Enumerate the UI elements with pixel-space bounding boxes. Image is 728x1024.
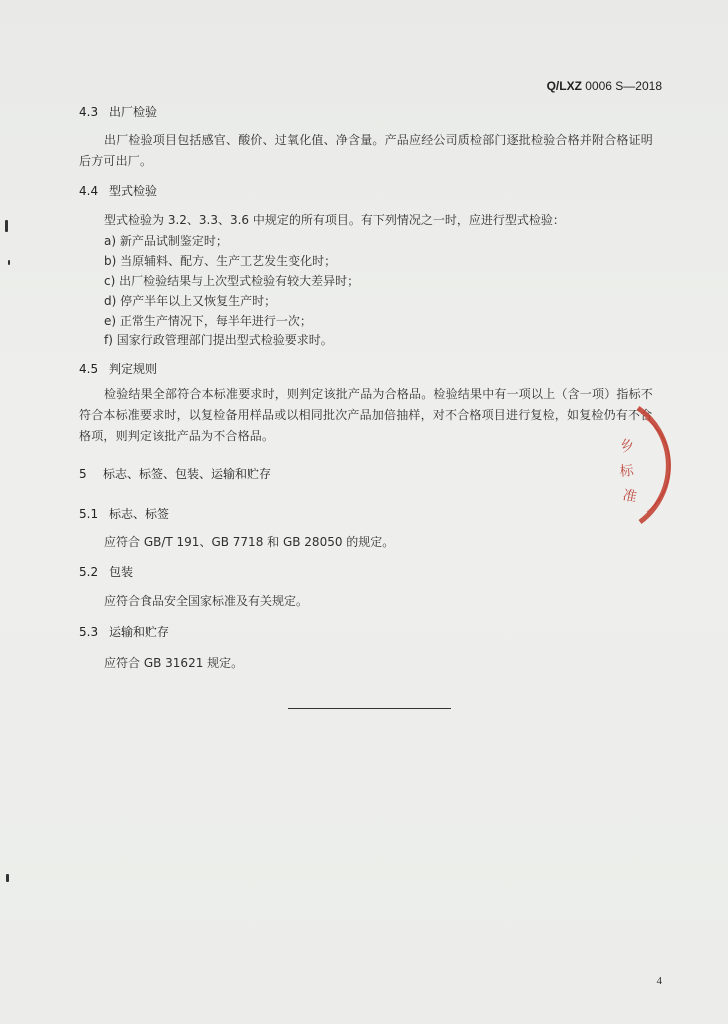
section-body-5-1: 应符合 GB/T 191、GB 7718 和 GB 28050 的规定。 [104, 535, 395, 549]
section-title: 出厂检验 [109, 105, 158, 119]
section-heading-5 [79, 465, 271, 482]
section-number: 4.3 [79, 105, 99, 119]
list-item: b) 当原辅料、配方、生产工艺发生变化时； [104, 254, 337, 268]
section-body-4-5: 检验结果全部符合本标准要求时，则判定该批产品为合格品。检验结果中有一项以上（含一项）指标不符合本标准要求时，以复检备用样品或以相同批次产品加倍抽样，对不合格项目进行复检，如复检仍有不合格项，则判定该批产品为不合格品。 [79, 387, 654, 443]
section-title: 标志、标签 [109, 507, 170, 521]
scan-speck [5, 220, 8, 232]
doc-code-prefix: Q/LXZ [546, 79, 582, 93]
section-number: 4.4 [79, 184, 99, 198]
list-item: d) 停产半年以上又恢复生产时； [104, 294, 277, 308]
list-item: e) 正常生产情况下，每半年进行一次； [104, 314, 312, 328]
scan-speck [8, 260, 10, 265]
section-heading-5-1 [79, 505, 169, 522]
list-item: a) 新产品试制鉴定时； [104, 234, 228, 248]
section-heading-4-4 [79, 182, 157, 199]
page-number: 4 [656, 975, 662, 987]
section-heading-5-3 [79, 623, 169, 640]
section-body-5-2: 应符合食品安全国家标准及有关规定。 [104, 594, 309, 608]
doc-code-suffix: 0006 S—2018 [581, 79, 662, 93]
section-title: 标志、标签、包装、运输和贮存 [103, 467, 272, 481]
section-heading-4-5 [79, 360, 157, 377]
section-title: 判定规则 [109, 362, 158, 376]
end-of-document-rule [288, 708, 451, 709]
red-seal-stamp [600, 400, 728, 530]
section-number: 4.5 [79, 362, 99, 376]
svg-text:乡: 乡 [618, 436, 637, 456]
section-title: 包装 [109, 565, 134, 579]
section-title: 运输和贮存 [109, 625, 170, 639]
scan-speck [6, 874, 9, 882]
section-title: 型式检验 [109, 184, 158, 198]
list-item: f) 国家行政管理部门提出型式检验要求时。 [104, 333, 333, 347]
section-number: 5.1 [79, 507, 99, 521]
section-number: 5.2 [79, 565, 99, 579]
section-intro-4-4: 型式检验为 3.2、3.3、3.6 中规定的所有项目。有下列情况之一时，应进行型式检验： [104, 213, 565, 227]
section-number: 5.3 [79, 625, 99, 639]
section-body-5-3: 应符合 GB 31621 规定。 [104, 656, 244, 670]
svg-text:准: 准 [621, 487, 639, 506]
section-number: 5 [79, 467, 87, 481]
section-body-4-3: 出厂检验项目包括感官、酸价、过氧化值、净含量。产品应经公司质检部门逐批检验合格并附合格证明后方可出厂。 [79, 133, 654, 168]
section-heading-5-2 [79, 563, 133, 580]
svg-text:标: 标 [619, 463, 635, 480]
document-code [547, 79, 662, 93]
list-item: c) 出厂检验结果与上次型式检验有较大差异时； [104, 274, 360, 288]
section-heading-4-3 [79, 103, 157, 120]
